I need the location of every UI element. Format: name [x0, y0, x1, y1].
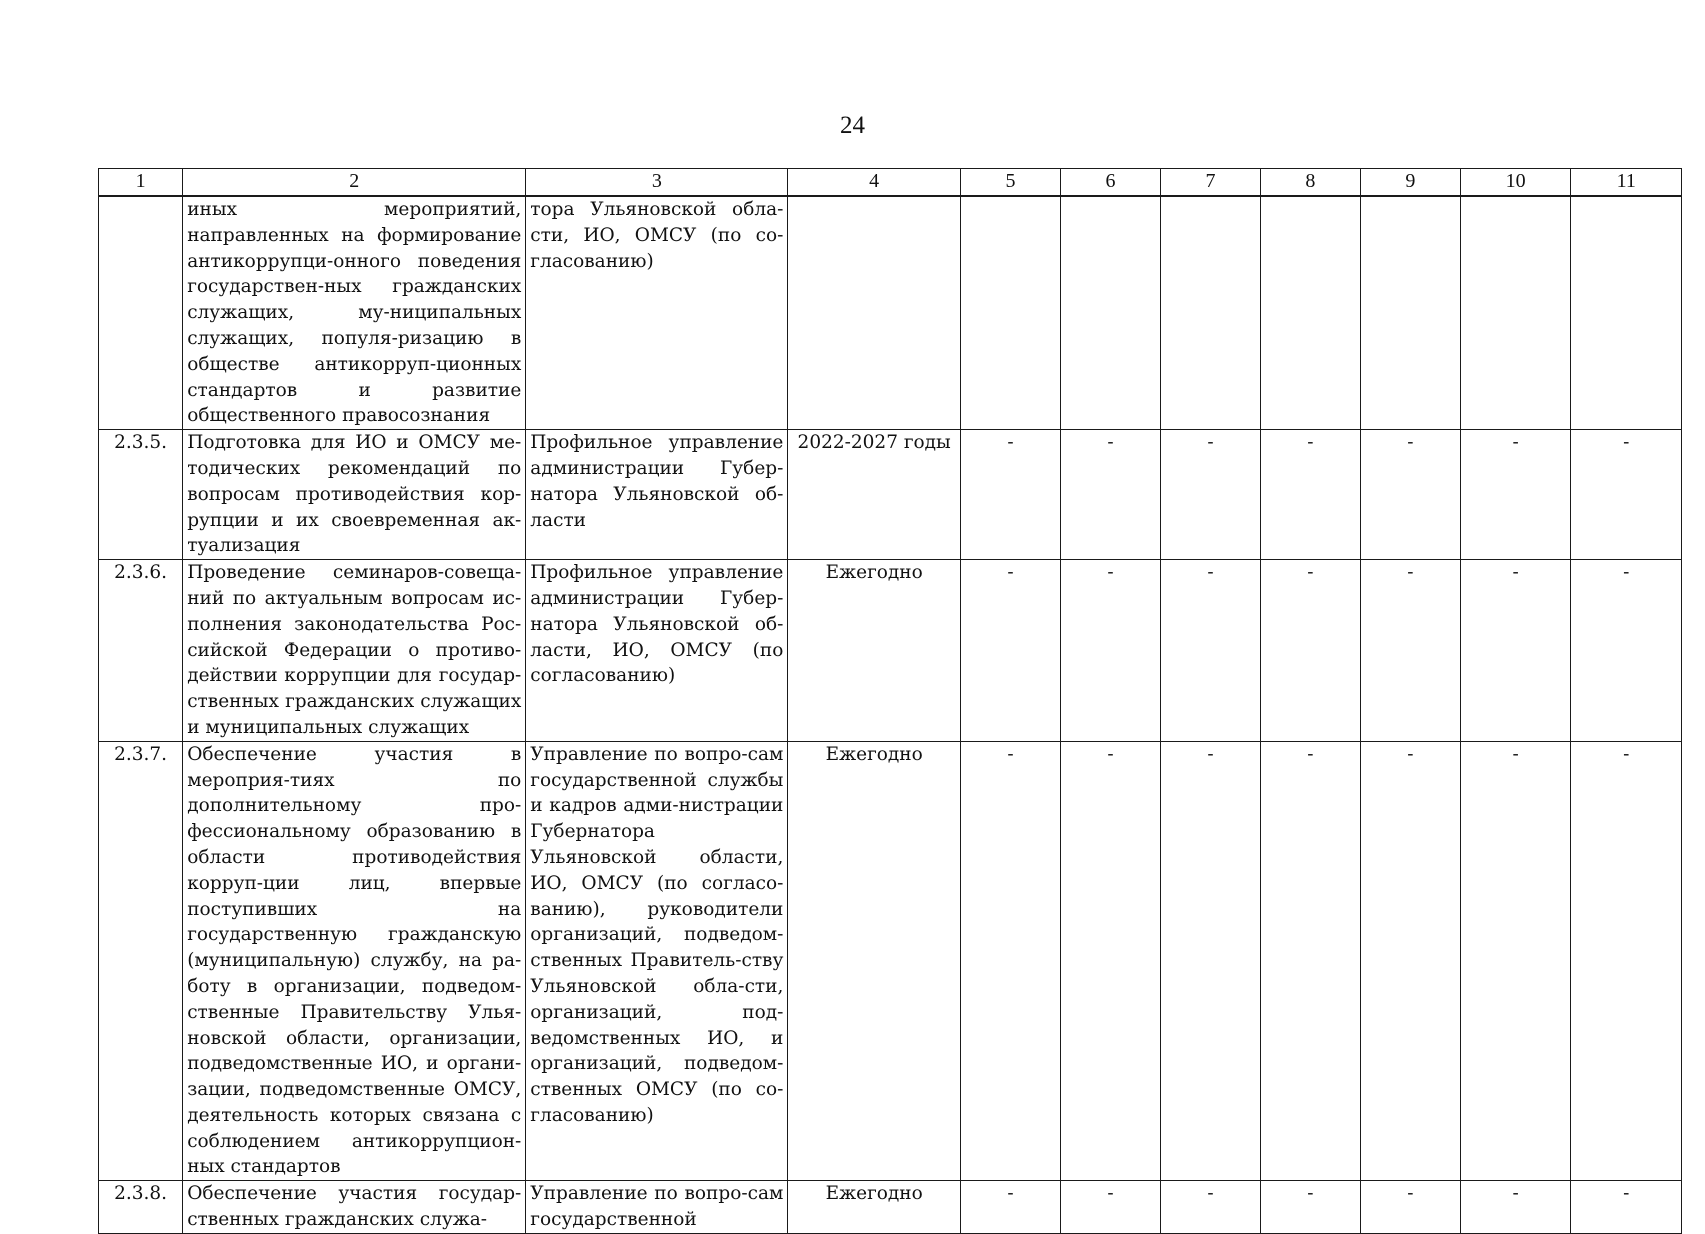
- responsible-text: Профильное управление администрации Губер-натора Ульяновской об-ласти, ИО, ОМСУ (по согласованию): [526, 560, 788, 742]
- responsible-text: Профильное управление администрации Губер-натора Ульяновской об-ласти: [526, 430, 788, 560]
- measures-table: [98, 168, 1682, 1234]
- period-text: Ежегодно: [788, 1181, 961, 1234]
- period-text: Ежегодно: [788, 741, 961, 1181]
- measure-text: Обеспечение участия государ-ственных гражданских служа-: [183, 1181, 526, 1234]
- value-cell: -: [1260, 741, 1360, 1181]
- row-number: 2.3.8.: [99, 1181, 183, 1234]
- value-cell: -: [960, 741, 1060, 1181]
- measure-text: Проведение семинаров-совеща-ний по актуальным вопросам ис-полнения законодательства Рос-сийской Федерации о противо-действии коррупции для государ-ственных гражданских служащих и муниципальных служащих: [183, 560, 526, 742]
- table-header-row: [99, 169, 1682, 197]
- responsible-text: Управление по вопро-сам государственной службы и кадров адми-нистрации Губернатора Ульяновской области, ИО, ОМСУ (по согласо-ванию), руководители организаций, подведом-ственных Правитель-ству Ульяновской обла-сти, организаций, под-ведомственных ИО, и организаций, подведом-ственных ОМСУ (по со-гласованию): [526, 741, 788, 1181]
- column-header: 3: [526, 169, 788, 197]
- row-number: 2.3.5.: [99, 430, 183, 560]
- value-cell: [960, 196, 1060, 430]
- column-header: 7: [1160, 169, 1260, 197]
- column-header: 2: [183, 169, 526, 197]
- value-cell: -: [1460, 741, 1571, 1181]
- value-cell: -: [1571, 1181, 1682, 1234]
- value-cell: -: [1060, 1181, 1160, 1234]
- value-cell: -: [1160, 741, 1260, 1181]
- value-cell: -: [1260, 560, 1360, 742]
- table-row: [99, 741, 1682, 1181]
- value-cell: -: [1571, 560, 1682, 742]
- column-header: 11: [1571, 169, 1682, 197]
- column-header: 9: [1360, 169, 1460, 197]
- value-cell: -: [960, 1181, 1060, 1234]
- value-cell: -: [1360, 560, 1460, 742]
- table-row: [99, 430, 1682, 560]
- responsible-text: Управление по вопро-сам государственной: [526, 1181, 788, 1234]
- column-header: 10: [1460, 169, 1571, 197]
- table-row: [99, 1181, 1682, 1234]
- column-header: 5: [960, 169, 1060, 197]
- value-cell: -: [960, 560, 1060, 742]
- column-header: 8: [1260, 169, 1360, 197]
- value-cell: -: [1360, 430, 1460, 560]
- value-cell: [1460, 196, 1571, 430]
- value-cell: -: [1360, 1181, 1460, 1234]
- row-number: [99, 196, 183, 430]
- value-cell: -: [1260, 430, 1360, 560]
- value-cell: -: [1160, 1181, 1260, 1234]
- value-cell: -: [1460, 560, 1571, 742]
- period-text: Ежегодно: [788, 560, 961, 742]
- table-row: [99, 196, 1682, 430]
- measure-text: иных мероприятий, направленных на формирование антикоррупци-онного поведения государствен-ных гражданских служащих, му-ниципальных служащих, популя-ризацию в обществе антикорруп-ционных стандартов и развитие общественного правосознания: [183, 196, 526, 430]
- value-cell: -: [1260, 1181, 1360, 1234]
- value-cell: [1571, 196, 1682, 430]
- value-cell: -: [1360, 741, 1460, 1181]
- value-cell: [1360, 196, 1460, 430]
- value-cell: -: [1571, 430, 1682, 560]
- value-cell: -: [1160, 430, 1260, 560]
- value-cell: -: [1460, 1181, 1571, 1234]
- value-cell: [1060, 196, 1160, 430]
- column-header: 1: [99, 169, 183, 197]
- page-number: 24: [840, 112, 865, 139]
- value-cell: -: [1460, 430, 1571, 560]
- value-cell: -: [1060, 741, 1160, 1181]
- row-number: 2.3.7.: [99, 741, 183, 1181]
- value-cell: -: [1571, 741, 1682, 1181]
- value-cell: -: [1160, 560, 1260, 742]
- table-row: [99, 560, 1682, 742]
- period-text: 2022-2027 годы: [788, 430, 961, 560]
- value-cell: [1160, 196, 1260, 430]
- column-header: 6: [1060, 169, 1160, 197]
- value-cell: -: [1060, 560, 1160, 742]
- measure-text: Подготовка для ИО и ОМСУ ме-тодических рекомендаций по вопросам противодействия кор-рупции и их своевременная ак-туализация: [183, 430, 526, 560]
- value-cell: -: [960, 430, 1060, 560]
- value-cell: [1260, 196, 1360, 430]
- measure-text: Обеспечение участия в мероприя-тиях по дополнительному про-фессиональному образованию в области противодействия корруп-ции лиц, впервые поступивших на государственную гражданскую (муниципальную) службу, на ра-боту в организации, подведом-ственные Правительству Улья-новской области, организации, подведомственные ИО, и органи-зации, подведомственные ОМСУ, деятельность которых связана с соблюдением антикоррупцион-ных стандартов: [183, 741, 526, 1181]
- column-header: 4: [788, 169, 961, 197]
- row-number: 2.3.6.: [99, 560, 183, 742]
- period-text: [788, 196, 961, 430]
- value-cell: -: [1060, 430, 1160, 560]
- responsible-text: тора Ульяновской обла-сти, ИО, ОМСУ (по со-гласованию): [526, 196, 788, 430]
